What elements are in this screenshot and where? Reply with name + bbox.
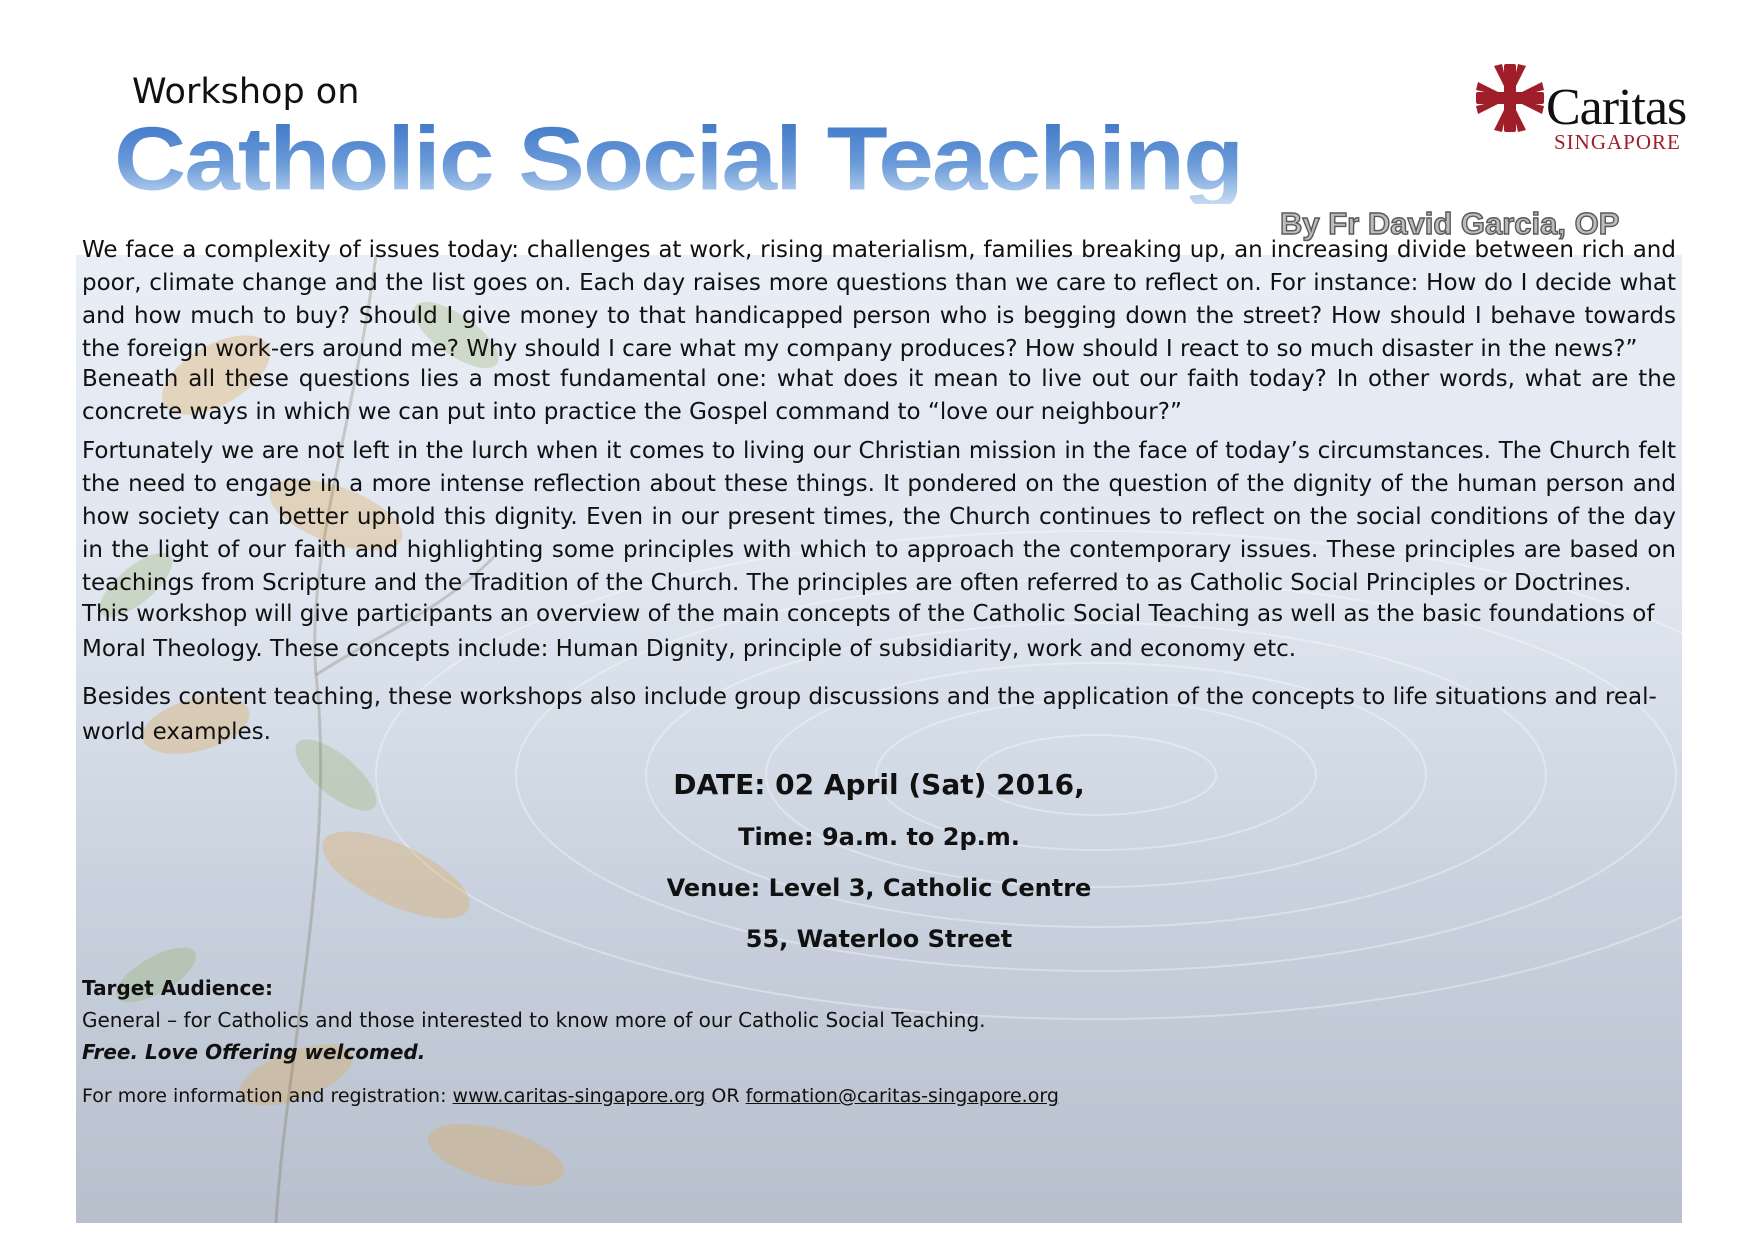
logo-subtitle: SINGAPORE <box>1554 130 1681 154</box>
pre-title: Workshop on <box>132 72 360 112</box>
event-date: DATE: 02 April (Sat) 2016, <box>673 768 1085 801</box>
paragraph-fundamental-question: Beneath all these questions lies a most fundamental one: what does it mean to live out our faith today? In other words, what are the concrete ways in which we can put into practice the Gospel command to “love our neighbour?” <box>82 366 1676 425</box>
email-link[interactable]: formation@caritas-singapore.org <box>745 1085 1059 1107</box>
byline: By Fr David Garcia, OP <box>1280 206 1620 241</box>
caritas-logo <box>1470 56 1700 156</box>
paragraph-workshop-format: Besides content teaching, these workshops also include group discussions and the application of the concepts to life situations and real-world examples. <box>82 684 1657 745</box>
event-time: Time: 9a.m. to 2p.m. <box>738 823 1020 851</box>
page-title: Catholic Social Teaching <box>114 108 1243 210</box>
paragraph-issues: We face a complexity of issues today: challenges at work, rising materialism, families breaking up, an increasing divide between rich and poor, climate change and the list goes on. Each day raises more questions than we care to reflect on. For instance: How do I decide what and how much to buy? Should I give money to that handicapped person who is begging down the street? How should I behave towards the foreign work-ers around me? Why should I care what my company produces? How should I react to so much disaster in the news?” <box>82 237 1676 362</box>
contact-prefix: For more information and registration: <box>82 1085 453 1107</box>
content-panel <box>76 237 1682 1223</box>
caritas-cross-icon <box>1472 60 1548 136</box>
contact-separator: OR <box>705 1085 746 1107</box>
paragraph-church-reflection: Fortunately we are not left in the lurch when it comes to living our Christian mission in the face of today’s circumstances. The Church felt the need to engage in a more intense reflection about these things. It pondered on the question of the dignity of the human person and how society can better uphold this dignity. Even in our present times, the Church continues to reflect on the social conditions of the day in the light of our faith and highlighting some principles with which to approach the contemporary issues. These principles are based on teachings from Scripture and the Tradition of the Church. The principles are often referred to as Catholic Social Principles or Doctrines. <box>82 438 1676 596</box>
offering-note: Free. Love Offering welcomed. <box>82 1040 426 1064</box>
logo-name: Caritas <box>1546 79 1687 136</box>
target-audience-description: General – for Catholics and those interested to know more of our Catholic Social Teaching. <box>82 1008 986 1032</box>
event-venue: Venue: Level 3, Catholic Centre <box>666 874 1092 902</box>
target-audience-heading: Target Audience: <box>82 976 273 1000</box>
paragraph-workshop-overview: This workshop will give participants an overview of the main concepts of the Catholic Social Teaching as well as the basic foundations of Moral Theology. These concepts include: Human Dignity, principle of subsidiarity, work and economy etc. <box>82 601 1655 662</box>
event-address: 55, Waterloo Street <box>745 925 1013 953</box>
contact-line <box>82 1080 1059 1112</box>
website-link[interactable]: www.caritas-singapore.org <box>452 1085 706 1107</box>
